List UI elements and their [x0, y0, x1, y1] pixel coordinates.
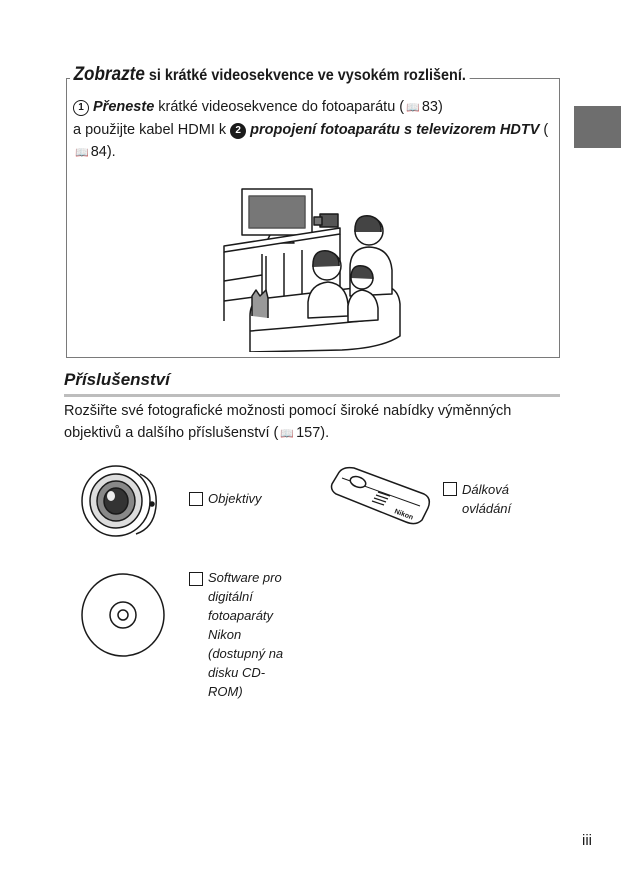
box-title-lead: Zobrazte [73, 64, 145, 85]
step-1-close: ) [437, 99, 443, 115]
remotes-label: Dálková ovládání [462, 482, 512, 516]
book-icon: 📖 [406, 102, 420, 114]
remote-brand-label: Nikon [393, 508, 414, 522]
lenses-label: Objektivy [208, 491, 262, 506]
step-2-page[interactable]: 84 [90, 144, 107, 160]
software-label: Software pro digitální fotoaparáty Nikon (dostupný na disku CD-ROM) [208, 570, 284, 699]
step-2-verb: propojení fotoaparátu s televizorem HDTV [250, 122, 540, 138]
section-divider [64, 394, 560, 397]
software-checkbox[interactable] [189, 572, 203, 586]
lenses-checkbox[interactable] [189, 492, 203, 506]
box-title-rest: si krátké videosekvence ve vysokém rozlišení. [144, 67, 466, 84]
chapter-tab [574, 106, 621, 148]
step-2-badge: 2 [230, 123, 246, 139]
step-2-close: ). [106, 144, 116, 160]
intro-text: Rozšiřte své fotografické možnosti pomocí široké nabídky výměnných objektivů a dalšího příslušenství ( [64, 403, 512, 441]
accessories-intro [64, 400, 560, 445]
intro-close: ). [320, 425, 330, 441]
box-text: 1 Přeneste krátké videosekvence do fotoaparátu ( 📖 83) a použijte kabel HDMI k 2 propojení fotoaparátu s televizorem HDTV (📖 84). [73, 96, 553, 164]
cd-rom-image [80, 572, 166, 658]
step-1-page[interactable]: 83 [421, 99, 438, 115]
box-title [70, 64, 469, 86]
accessories-heading: Příslušenství [64, 370, 170, 389]
family-watching-tv-illustration [222, 186, 404, 352]
book-icon: 📖 [75, 147, 89, 159]
remote-control-image [328, 464, 432, 526]
remotes-checkbox[interactable] [443, 482, 457, 496]
lens-image [80, 462, 160, 540]
step-2-text: a použijte kabel HDMI k [73, 122, 231, 138]
step-1-text: krátké videosekvence do fotoaparátu ( [154, 99, 405, 115]
step-1-verb: Přeneste [93, 99, 155, 115]
book-icon: 📖 [280, 428, 295, 440]
page-number: iii [582, 832, 592, 849]
step-1-badge: 1 [73, 100, 89, 116]
intro-page[interactable]: 157 [296, 425, 321, 441]
